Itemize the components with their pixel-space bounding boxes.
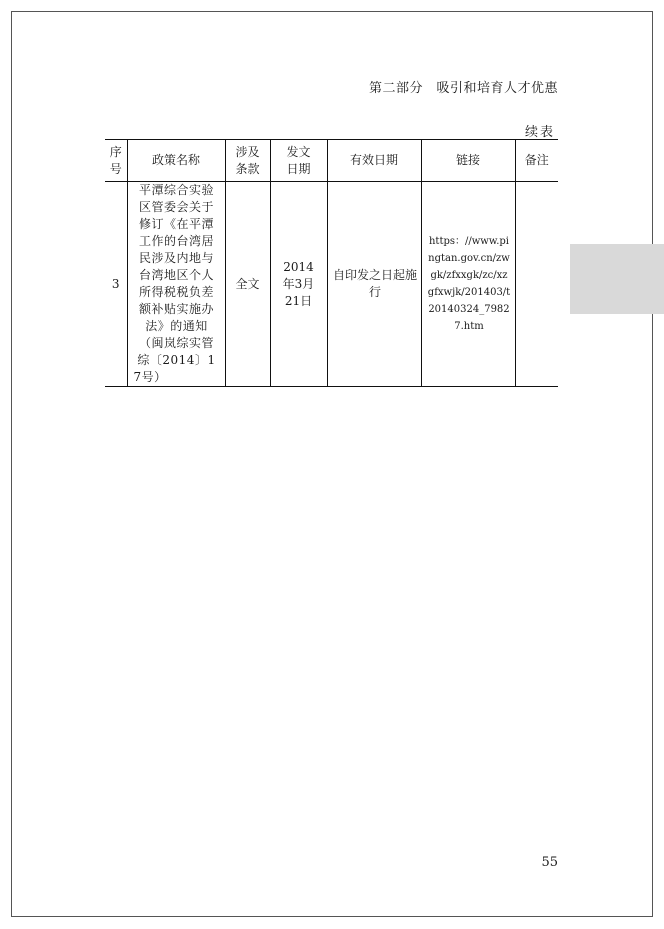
col-header-issue-date: 发文日期 (270, 140, 327, 182)
running-head: 第二部分 吸引和培育人才优惠 (368, 81, 558, 96)
table-header-row (105, 140, 558, 182)
col-header-policy-name: 政策名称 (127, 140, 225, 182)
cell-issue-date: 2014 年3月21日 (270, 182, 327, 387)
col-header-effective-date: 有效日期 (327, 140, 421, 182)
table-row (105, 182, 558, 387)
policy-table (105, 139, 558, 387)
cell-policy-name: 平潭综合实验区管委会关于修订《在平潭工作的台湾居民涉及内地与台湾地区个人所得税税负差额补贴实施办法》的通知（闽岚综实管综〔2014〕17号） (127, 182, 225, 387)
cell-remarks (515, 182, 558, 387)
col-header-link: 链接 (421, 140, 515, 182)
cell-clauses: 全文 (225, 182, 270, 387)
col-header-remarks: 备注 (515, 140, 558, 182)
continued-label: 续表 (524, 125, 555, 140)
cell-number: 3 (105, 182, 127, 387)
col-header-clauses: 涉及条款 (225, 140, 270, 182)
cell-link[interactable]: https：//www.pingtan.gov.cn/zwgk/zfxxgk/zc/xzgfxwjk/201403/t20140324_79827.htm (421, 182, 515, 387)
page-number: 55 (541, 855, 558, 870)
chapter-side-tab (570, 244, 664, 314)
cell-effective-date: 自印发之日起施行 (327, 182, 421, 387)
col-header-number: 序号 (105, 140, 127, 182)
